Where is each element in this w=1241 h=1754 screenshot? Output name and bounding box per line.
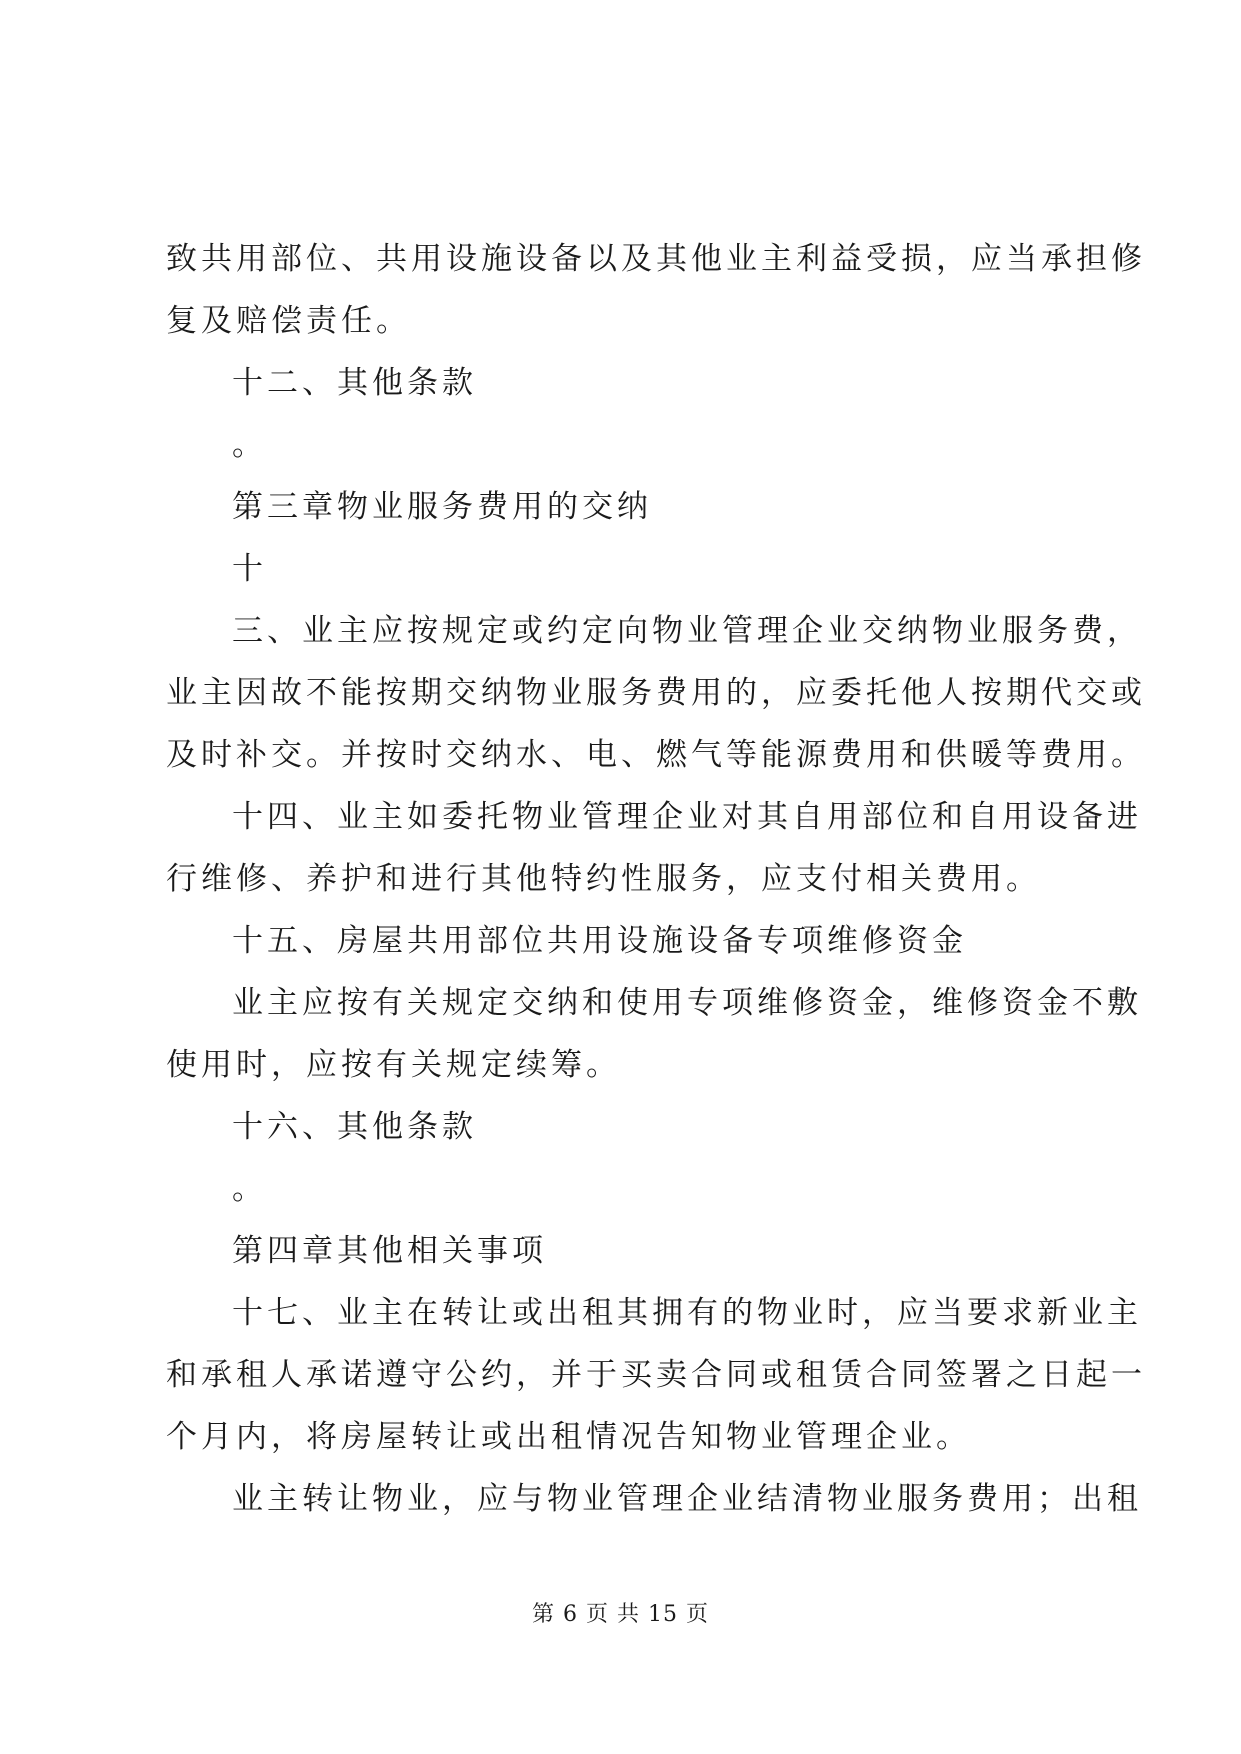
- chapter-heading: 第四章其他相关事项: [232, 1233, 547, 1269]
- body-line: 。: [232, 1171, 267, 1207]
- body-line: 十七、业主在转让或出租其拥有的物业时，应当要求新业主: [232, 1295, 1142, 1331]
- body-line: 。: [232, 427, 267, 463]
- body-line: 及时补交。并按时交纳水、电、燃气等能源费用和供暖等费用。: [166, 737, 1146, 773]
- body-line: 业主应按有关规定交纳和使用专项维修资金，维修资金不敷: [232, 985, 1142, 1021]
- body-line: 致共用部位、共用设施设备以及其他业主利益受损，应当承担修: [166, 241, 1146, 277]
- body-line: 十四、业主如委托物业管理企业对其自用部位和自用设备进: [232, 799, 1142, 835]
- section-heading: 十六、其他条款: [232, 1109, 477, 1145]
- body-line: 使用时，应按有关规定续筹。: [166, 1047, 621, 1083]
- body-line: 复及赔偿责任。: [166, 303, 411, 339]
- body-line: 个月内，将房屋转让或出租情况告知物业管理企业。: [166, 1419, 971, 1455]
- body-line: 和承租人承诺遵守公约，并于买卖合同或租赁合同签署之日起一: [166, 1357, 1146, 1393]
- chapter-heading: 第三章物业服务费用的交纳: [232, 489, 652, 525]
- document-body: [166, 228, 1146, 1530]
- section-heading: 十二、其他条款: [232, 365, 477, 401]
- body-line: 十: [232, 551, 267, 587]
- body-line: 三、业主应按规定或约定向物业管理企业交纳物业服务费，: [232, 613, 1142, 649]
- page-number-footer: 第 6 页 共 15 页: [532, 1602, 709, 1627]
- section-heading: 十五、房屋共用部位共用设施设备专项维修资金: [232, 923, 967, 959]
- body-line: 行维修、养护和进行其他特约性服务，应支付相关费用。: [166, 861, 1041, 897]
- body-line: 业主转让物业，应与物业管理企业结清物业服务费用；出租: [232, 1481, 1142, 1517]
- body-line: 业主因故不能按期交纳物业服务费用的，应委托他人按期代交或: [166, 675, 1146, 711]
